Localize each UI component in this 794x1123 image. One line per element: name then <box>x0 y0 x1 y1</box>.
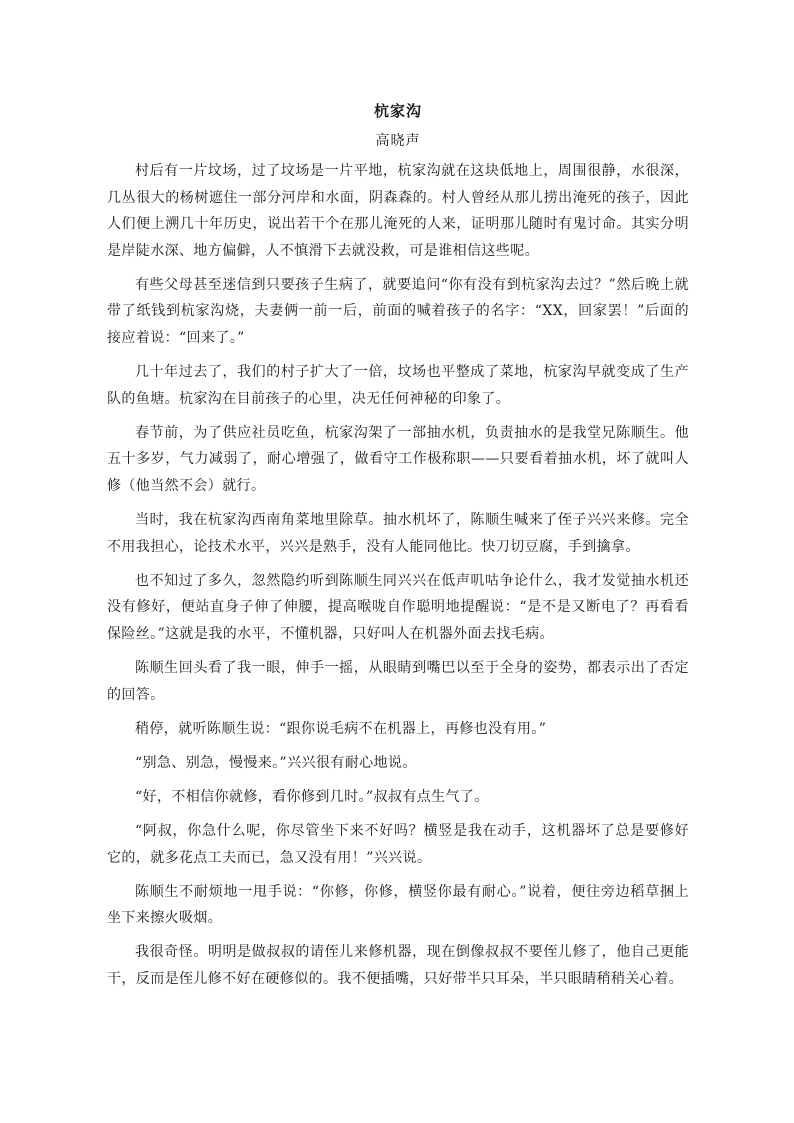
paragraph: 村后有一片坟场，过了坟场是一片平地，杭家沟就在这块低地上，周围很静，水很深，几丛很大的杨树遮住一部分河岸和水面，阴森森的。村人曾经从那儿捞出淹死的孩子，因此人们便上溯几十年历史，说出若干个在那儿淹死的人来，证明那儿随时有鬼讨命。其实分明是岸陡水深、地方偏僻，人不慎滑下去就没救，可是谁相信这些呢。 <box>107 163 689 259</box>
paragraph: 我很奇怪。明明是做叔叔的请侄儿来修机器，现在倒像叔叔不要侄儿修了，他自己更能干，反而是侄儿修不好在硬修似的。我不便插嘴，只好带半只耳朵，半只眼睛稍稍关心着。 <box>107 944 689 988</box>
paragraph: 陈顺生回头看了我一眼，伸手一摇，从眼睛到嘴巴以至于全身的姿势，都表示出了否定的回答。 <box>107 660 689 703</box>
paragraph: “阿叔，你急什么呢，你尽管坐下来不好吗？横竖是我在动手，这机器坏了总是要修好它的，就多花点工夫而已，急又没有用！”兴兴说。 <box>107 823 689 866</box>
document-page <box>107 98 689 1000</box>
paragraph: 稍停，就听陈顺生说：“跟你说毛病不在机器上，再修也没有用。” <box>135 720 547 737</box>
paragraph: 也不知过了多久，忽然隐约听到陈顺生同兴兴在低声叽咕争论什么，我才发觉抽水机还没有修好，便站直身子伸了伸腰，提高喉咙自作聪明地提醒说：“是不是又断电了？再看看保险丝。”这就是我的水平，不懂机器，只好叫人在机器外面去找毛病。 <box>107 572 689 642</box>
paragraph: 几十年过去了，我们的村子扩大了一倍，坟场也平整成了菜地，杭家沟早就变成了生产队的鱼塘。杭家沟在目前孩子的心里，决无任何神秘的印象了。 <box>107 364 689 407</box>
paragraph: 春节前，为了供应社员吃鱼，杭家沟架了一部抽水机，负责抽水的是我堂兄陈顺生。他五十多岁，气力减弱了，耐心增强了，做看守工作极称职——只要看着抽水机，坏了就叫人修（他当然不会）就行。 <box>107 424 689 495</box>
paragraph: 陈顺生不耐烦地一甩手说：“你修，你修，横竖你最有耐心。”说着，便往旁边稻草捆上坐下来擦火吸烟。 <box>107 883 689 927</box>
article-title: 杭家沟 <box>373 102 422 120</box>
article-body <box>107 158 689 993</box>
paragraph: “好，不相信你就修，看你修到几时。”叔叔有点生气了。 <box>135 788 489 805</box>
paragraph: “别急、别急，慢慢来。”兴兴很有耐心地说。 <box>135 754 417 771</box>
article-author: 高晓声 <box>375 133 421 149</box>
paragraph: 当时，我在杭家沟西南角菜地里除草。抽水机坏了，陈顺生喊来了侄子兴兴来修。完全不用我担心，论技术水平，兴兴是熟手，没有人能同他比。快刀切豆腐，手到擒拿。 <box>107 512 689 555</box>
paragraph: 有些父母甚至迷信到只要孩子生病了，就要追问“你有没有到杭家沟去过？”然后晚上就带了纸钱到杭家沟烧，夫妻俩一前一后，前面的喊着孩子的名字：“XX，回家罢！”后面的接应着说：“回来了。” <box>107 276 689 347</box>
